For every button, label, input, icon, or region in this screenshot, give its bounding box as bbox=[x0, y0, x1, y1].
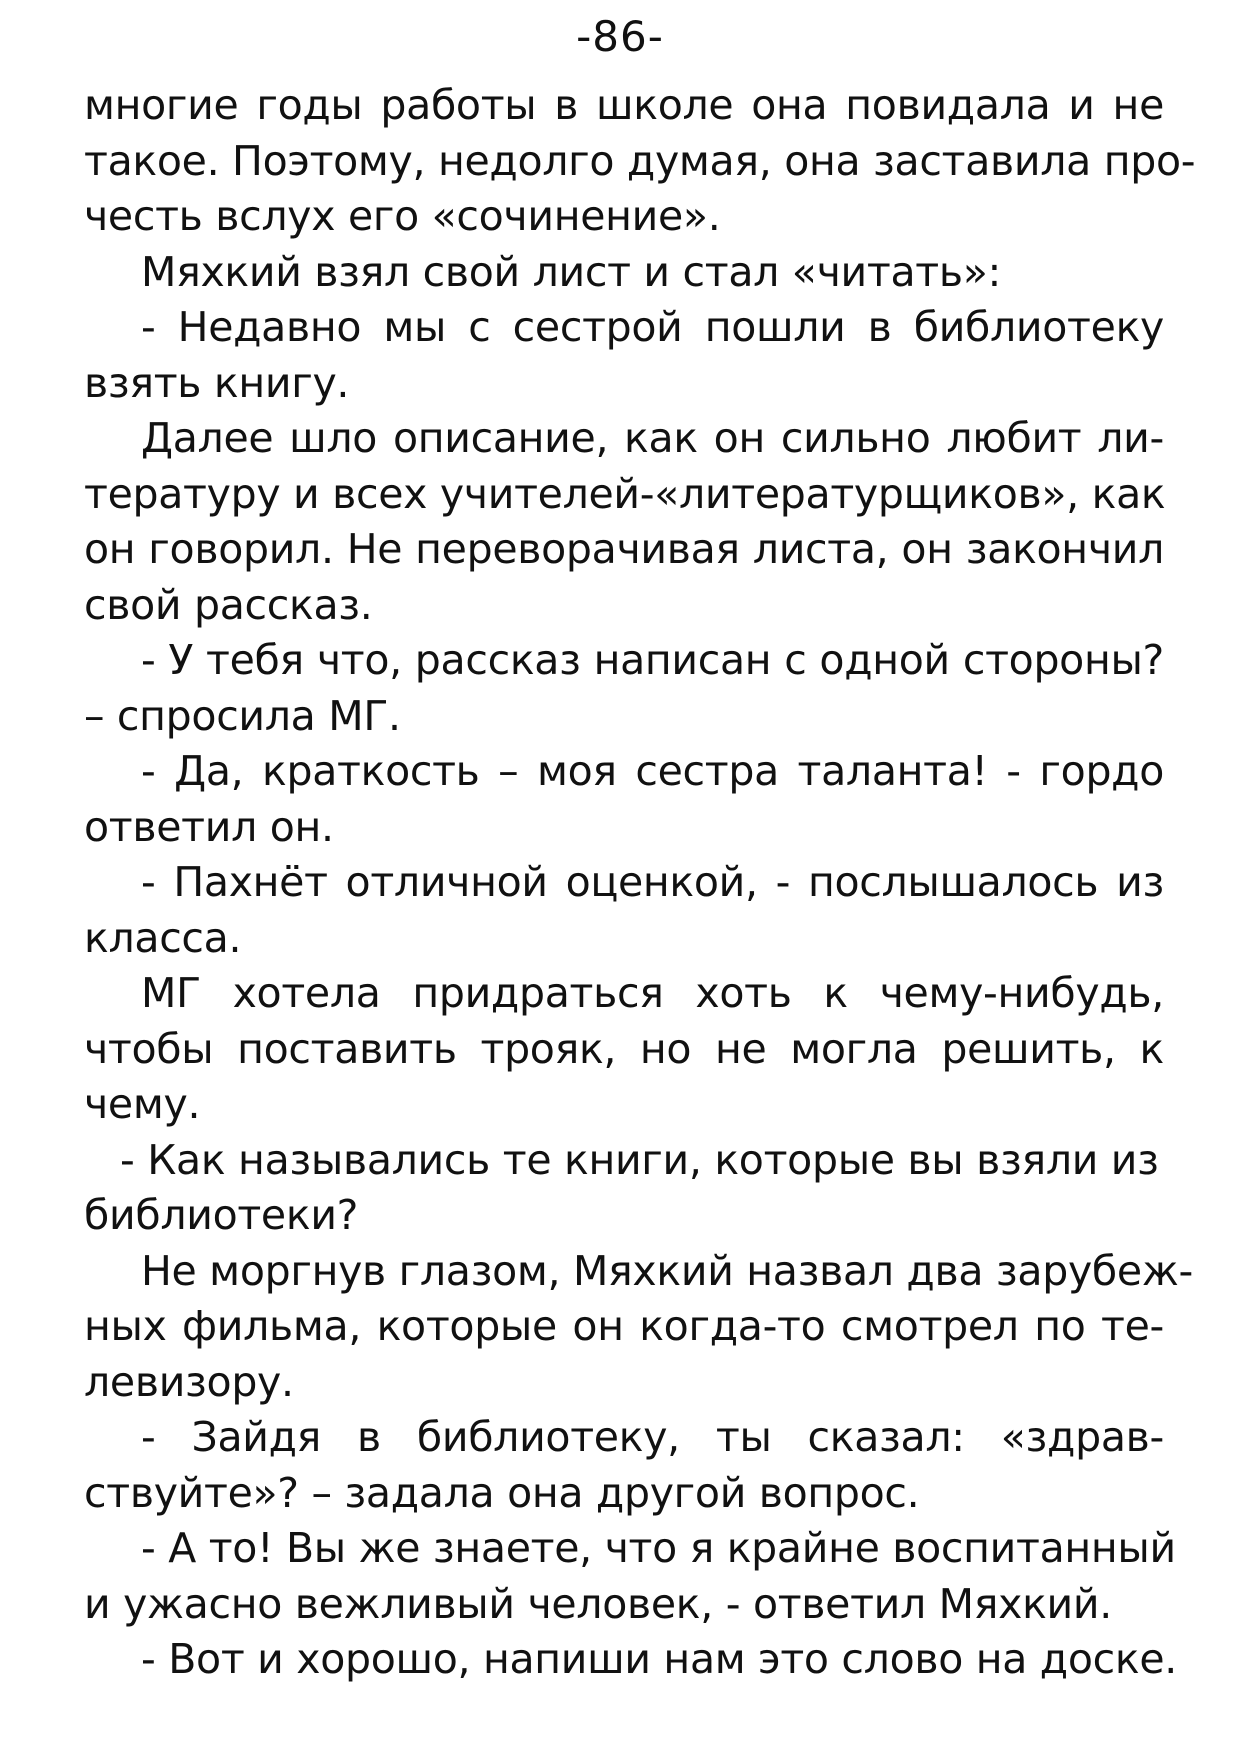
text-line: ответил он. bbox=[84, 802, 334, 851]
text-line: взять книгу. bbox=[84, 358, 350, 407]
text-line: левизору. bbox=[84, 1357, 294, 1406]
text-line: класса. bbox=[84, 913, 242, 962]
text-line: - А то! Вы же знаете, что я крайне воспитанный bbox=[141, 1524, 1176, 1572]
text-line: ных фильма, которые он когда-то смотрел по те- bbox=[84, 1302, 1164, 1350]
text-line: - Вот и хорошо, напиши нам это слово на доске. bbox=[141, 1635, 1178, 1683]
text-line: тературу и всех учителей-«литературщиков», как bbox=[84, 469, 1166, 518]
text-line: чему. bbox=[84, 1080, 201, 1128]
text-line: Мяхкий взял свой лист и стал «читать»: bbox=[141, 247, 1002, 296]
text-line: библиотеки? bbox=[84, 1191, 359, 1239]
text-line: - Как назывались те книги, которые вы взяли из bbox=[120, 1135, 1159, 1184]
text-line: Не моргнув глазом, Мяхкий назвал два зарубеж- bbox=[141, 1246, 1193, 1295]
text-line: ствуйте»? – задала она другой вопрос. bbox=[84, 1468, 920, 1517]
page-number: -86- bbox=[576, 12, 664, 61]
text-line: Далее шло описание, как он сильно любит ли- bbox=[141, 414, 1164, 462]
text-line: такое. Поэтому, недолго думая, она заставила про- bbox=[84, 136, 1196, 185]
text-line: многие годы работы в школе она повидала и не bbox=[84, 81, 1164, 129]
text-line: - Недавно мы с сестрой пошли в библиотеку bbox=[141, 303, 1164, 351]
text-line: он говорил. Не переворачивая листа, он закончил bbox=[84, 525, 1164, 573]
text-line: – спросила МГ. bbox=[84, 691, 401, 740]
text-line: - У тебя что, рассказ написан с одной стороны? bbox=[141, 636, 1164, 684]
text-line: и ужасно вежливый человек, - ответил Мяхкий. bbox=[84, 1579, 1112, 1628]
text-line: честь вслух его «сочинение». bbox=[84, 192, 721, 240]
text-line: - Пахнёт отличной оценкой, - послышалось из bbox=[141, 858, 1164, 906]
body-text bbox=[84, 78, 1196, 1688]
text-line: МГ хотела придраться хоть к чему-нибудь, bbox=[141, 969, 1164, 1017]
text-line: - Да, краткость – моя сестра таланта! - гордо bbox=[141, 747, 1164, 795]
text-line: - Зайдя в библиотеку, ты сказал: «здрав- bbox=[141, 1413, 1164, 1461]
text-line: свой рассказ. bbox=[84, 580, 373, 629]
text-line: чтобы поставить трояк, но не могла решить, к bbox=[84, 1024, 1164, 1073]
